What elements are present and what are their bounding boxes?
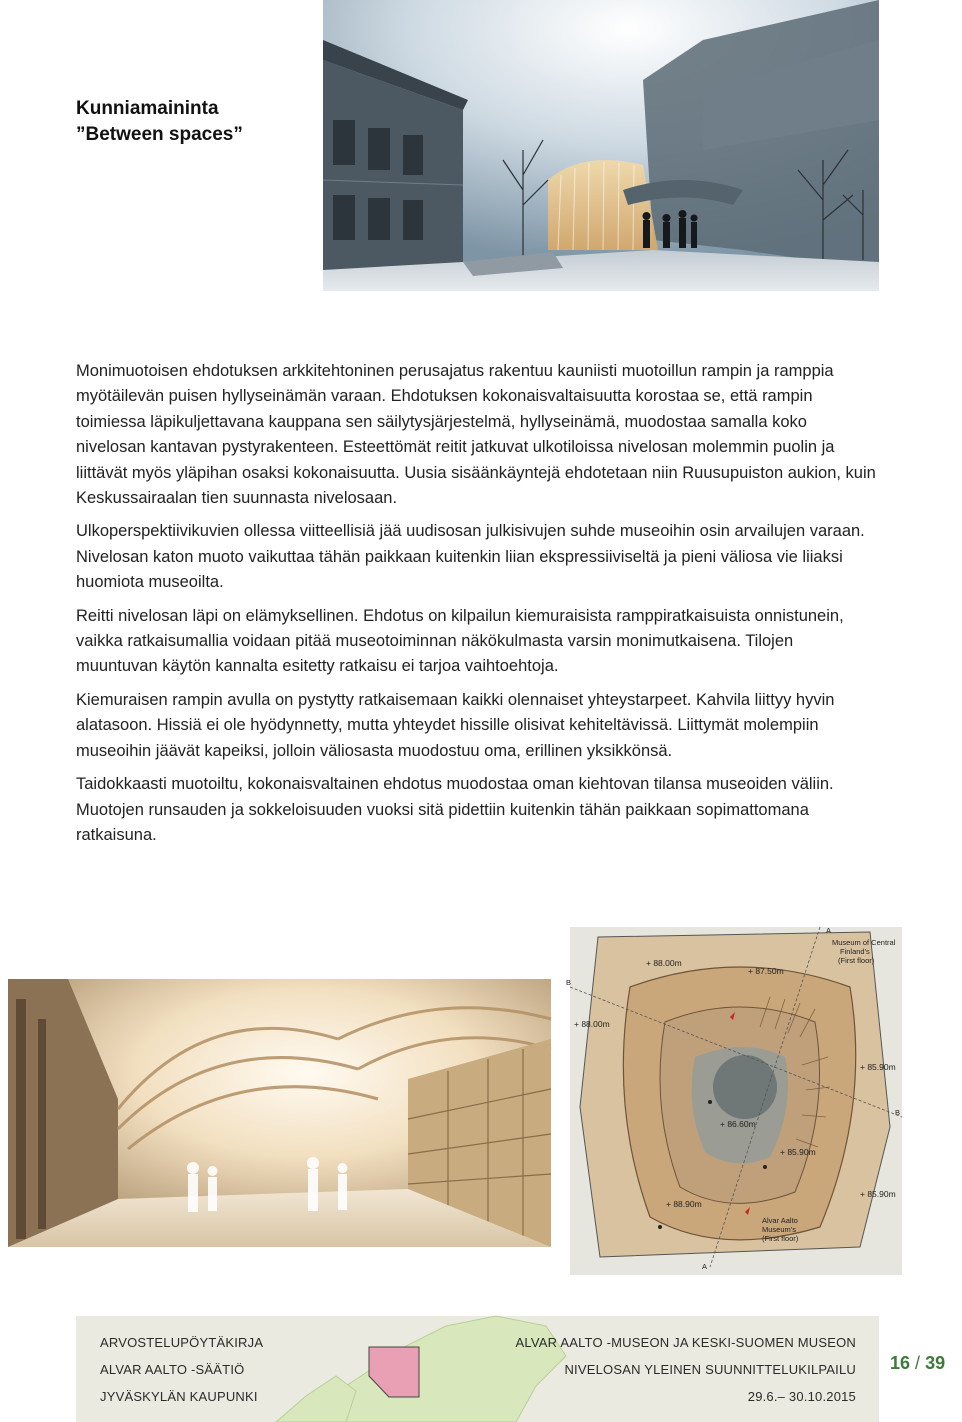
- page-footer: [76, 1316, 879, 1422]
- title-line-2: ”Between spaces”: [76, 124, 243, 145]
- paragraph-3: Reitti nivelosan läpi on elämyksellinen. Ehdotus on kilpailun kiemuraisista ramppiratkaisuista onnistunein, vaikka ratkaisumallia voidaan pitää museotoiminnan näkökulmasta varsin monimutkaisena. Tilojen muuntuvan käytön kannalta esitetty ratkaisu ei tarjoa vaihtoehtoja.: [76, 606, 844, 676]
- title-line-1: Kunniamaininta: [76, 98, 219, 119]
- footer-left-line-1: ARVOSTELUPÖYTÄKIRJA: [100, 1335, 264, 1350]
- section-b-left: B: [566, 978, 572, 987]
- elevation-6: + 85.90m: [780, 1147, 816, 1157]
- museum-central-finland-label-2: Finland's: [840, 947, 870, 956]
- paragraph-5: Taidokkaasti muotoiltu, kokonaisvaltainen ehdotus muodostaa oman kiehtovan tilansa museoiden väliin. Muotojen runsauden ja sokkeloisuuden vuoksi sitä pidettiin kuitenkin tähän paikkaan sopimattomana ratkaisuna.: [76, 775, 834, 844]
- paragraph-1: Monimuotoisen ehdotuksen arkkitehtoninen perusajatus rakentuu kauniisti muotoillun rampin ja ramppia myötäilevän puisen hyllyseinämän varaan. Ehdotuksen kokonaisvaltaisuutta korostaa se, että rampin toimiessa läpikuljettavana kauppana sen säilytysjärjestelmä, hyllyseinämä, muodostaa samalla koko nivelosan kantavan pystyrakenteen. Esteettömät reitit jatkuvat ulkotiloissa nivelosan molemmin puolin ja liittävät myös yläpihan osaksi kokonaisuutta. Uusia sisäänkäyntejä ehdotetaan niin Ruusupuiston aukion, kuin Keskussairaalan tien suunnasta nivelosaan.: [76, 362, 876, 508]
- jury-statement: [76, 359, 876, 856]
- interior-render-image: [8, 979, 551, 1247]
- elevation-8: + 85.90m: [860, 1189, 896, 1199]
- paragraph-2: Ulkoperspektiivikuvien ollessa viitteellisiä jää uudisosan julkisivujen suhde museoihin osin arvailujen varaan. Nivelosan katon muoto vaikuttaa tähän paikkaan kuitenkin liian ekspressiiviseltä ja pieni väliosa vie liiaksi huomiota museoilta.: [76, 522, 865, 592]
- page-number: [890, 1353, 962, 1374]
- paragraph-4: Kiemuraisen rampin avulla on pystytty ratkaisemaan kaikki olennaiset yhteystarpeet. Kahvila liittyy hyvin alatasoon. Hissiä ei ole hyödynnetty, mutta yhteydet hissille olisivat kehiteltävissä. Liittymät molempiin museoihin jäävät kapeiksi, jolloin väliosasta muodostuu oma, erillinen yksikkönsä.: [76, 690, 835, 760]
- section-a-bottom: A: [702, 1262, 708, 1271]
- section-b-right: B: [895, 1108, 901, 1117]
- elevation-7: + 88.90m: [666, 1199, 702, 1209]
- elevation-2: + 87.50m: [748, 966, 784, 976]
- elevation-5: + 86.60m: [720, 1119, 756, 1129]
- alvar-aalto-museum-label-2: Museum's: [762, 1225, 796, 1234]
- footer-right-line-1: ALVAR AALTO -MUSEON JA KESKI-SUOMEN MUSEON: [515, 1335, 856, 1350]
- floor-plan-image: [566, 926, 902, 1275]
- museum-central-finland-label-3: (First floor): [838, 956, 875, 965]
- footer-left-line-3: JYVÄSKYLÄN KAUPUNKI: [100, 1389, 258, 1404]
- page-total: 39: [925, 1353, 946, 1373]
- section-a-top: A: [826, 926, 832, 935]
- page-title: [76, 96, 243, 148]
- footer-left-line-2: ALVAR AALTO -SÄÄTIÖ: [100, 1362, 245, 1377]
- page-separator: /: [915, 1353, 921, 1373]
- alvar-aalto-museum-label-1: Alvar Aalto: [762, 1216, 798, 1225]
- alvar-aalto-museum-label-3: (First floor): [762, 1234, 799, 1243]
- elevation-4: + 85.90m: [860, 1062, 896, 1072]
- museum-central-finland-label-1: Museum of Central: [832, 938, 896, 947]
- elevation-1: + 88.00m: [646, 958, 682, 968]
- elevation-3: + 88.00m: [574, 1019, 610, 1029]
- footer-right-line-3: 29.6.– 30.10.2015: [747, 1389, 856, 1404]
- page-current: 16: [890, 1353, 911, 1373]
- exterior-render-image: [323, 0, 879, 291]
- footer-right-line-2: NIVELOSAN YLEINEN SUUNNITTELUKILPAILU: [564, 1362, 856, 1377]
